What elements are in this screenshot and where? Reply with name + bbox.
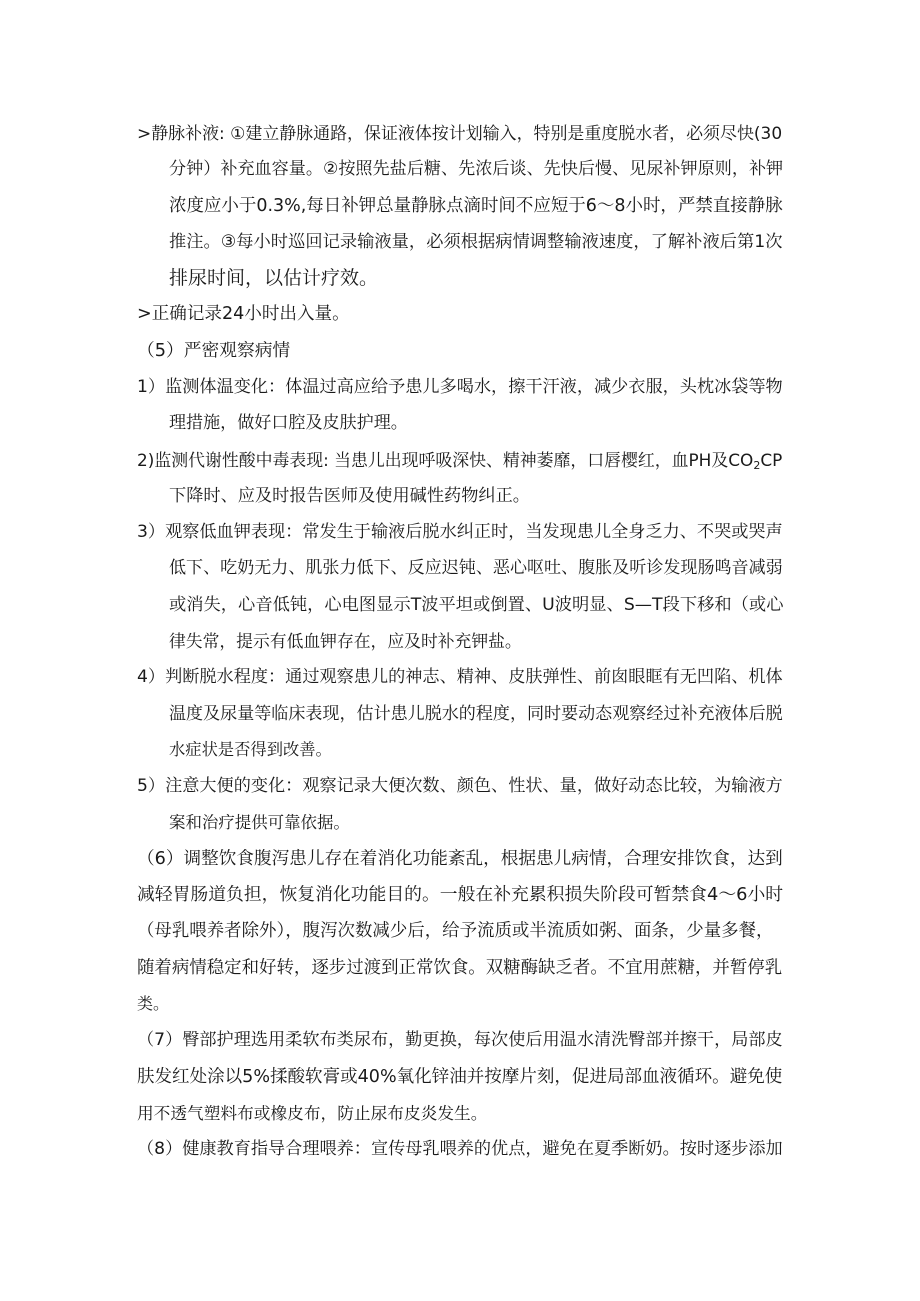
line-text: （8）健康教育指导合理喂养：宣传母乳喂养的优点，避免在夏季断奶。按时逐步添加 [137, 1139, 783, 1159]
text-line [169, 195, 783, 217]
text-line [169, 412, 408, 434]
text-line [137, 1102, 487, 1124]
text-line [137, 376, 783, 398]
line-text: >正确记录24小时出入量。 [137, 304, 350, 324]
text-line [169, 739, 332, 761]
text-line [137, 666, 783, 688]
section-heading [137, 340, 290, 362]
line-text: 用不透气塑料布或橡皮布，防止尿布皮炎发生。 [137, 1103, 488, 1123]
line-text: 1）监测体温变化：体温过高应给予患儿多喝水，擦干汗液，减少衣服，头枕冰袋等物 [137, 377, 783, 397]
text-line [169, 594, 783, 616]
section-heading [137, 1138, 783, 1160]
text-line [137, 303, 350, 325]
text-line [137, 993, 169, 1015]
section-heading [137, 848, 783, 870]
text-line [169, 158, 783, 180]
line-text: 3）观察低血钾表现：常发生于输液后脱水纠正时，当发现患儿全身乏力、不哭或哭声 [137, 522, 783, 542]
line-text: 分钟）补充血容量。②按照先盐后糖、先浓后谈、先快后慢、见尿补钾原则，补钾 [169, 159, 784, 179]
line-text: 类。 [137, 994, 170, 1013]
line-text: 水症状是否得到改善。 [169, 740, 332, 759]
section-heading [137, 1029, 783, 1051]
line-text: 随着病情稳定和好转，逐步过渡到正常饮食。双糖酶缺乏者。不宜用蔗糖，并暂停乳 [137, 958, 783, 978]
line-text: >静脉补液: ①建立静脉通路，保证液体按计划输入，特别是重度脱水者，必须尽快(30 [137, 123, 783, 143]
line-text: （母乳喂养者除外），腹泻次数减少后，给予流质或半流质如粥、面条，少量多餐， [137, 921, 774, 941]
line-text: 理措施，做好口腔及皮肤护理。 [169, 413, 408, 433]
line-text: 下降时、应及时报告医师及使用碱性药物纠正。 [169, 486, 530, 506]
line-text: 案和治疗提供可靠依据。 [169, 813, 350, 832]
text-line [169, 267, 378, 289]
text-line [137, 775, 783, 797]
line-text: 肤发红处涂以5%揉酸软膏或40%氧化锌油并按摩片刻，促进局部血液循环。避免使 [137, 1067, 783, 1087]
line-text: 4）判断脱水程度：通过观察患儿的神志、精神、皮肤弹性、前囱眼眶有无凹陷、机体 [137, 667, 783, 687]
text-line [169, 231, 783, 253]
text-line [169, 630, 522, 652]
text-line [137, 920, 773, 942]
line-text: 律失常，提示有低血钾存在，应及时补充钾盐。 [169, 631, 522, 651]
text-line [169, 812, 350, 834]
text-line [137, 884, 783, 906]
line-text: 5）注意大便的变化：观察记录大便次数、颜色、性状、量，做好动态比较，为输液方 [137, 776, 783, 796]
co2-subscript: 2 [753, 459, 761, 472]
line-text: 浓度应小于0.3%,每日补钾总量静脉点滴时间不应短于6～8小时，严禁直接静脉 [169, 196, 783, 216]
text-line [137, 449, 782, 471]
line-text: 排尿时间，以估计疗效。 [169, 267, 379, 289]
line-text: （5）严密观察病情 [137, 341, 291, 361]
line-text: 低下、吃奶无力、肌张力低下、反应迟钝、恶心呕吐、腹胀及听诊发现肠鸣音减弱 [169, 558, 783, 578]
line-text: 或消失，心音低钝，心电图显示T波平坦或倒置、U波明显、S—T段下移和（或心 [169, 595, 784, 615]
text-line [169, 485, 530, 507]
text-line [137, 521, 783, 543]
line-text: （6）调整饮食腹泻患儿存在着消化功能紊乱，根据患儿病情，合理安排饮食，达到 [137, 849, 783, 869]
line-text: （7）臀部护理选用柔软布类尿布，勤更换，每次使后用温水清洗臀部并擦干，局部皮 [137, 1030, 783, 1050]
text-line [137, 957, 782, 979]
line-text: 温度及尿量等临床表现，估计患儿脱水的程度，同时要动态观察经过补充液体后脱 [169, 704, 783, 724]
text-line [169, 557, 783, 579]
line-text: 减轻胃肠道负担，恢复消化功能目的。一般在补充累积损失阶段可暂禁食4～6小时 [137, 884, 784, 905]
line-text: 2)监测代谢性酸中毒表现: 当患儿出现呼吸深快、精神萎靡，口唇樱红，血PH及CO [137, 450, 754, 470]
text-line [169, 703, 783, 725]
text-line [137, 1066, 782, 1088]
co2-suffix: CP [760, 450, 783, 470]
text-line [137, 122, 782, 144]
line-text: 推注。③每小时巡回记录输液量，必须根据病情调整输液速度，了解补液后第1次 [169, 232, 783, 252]
